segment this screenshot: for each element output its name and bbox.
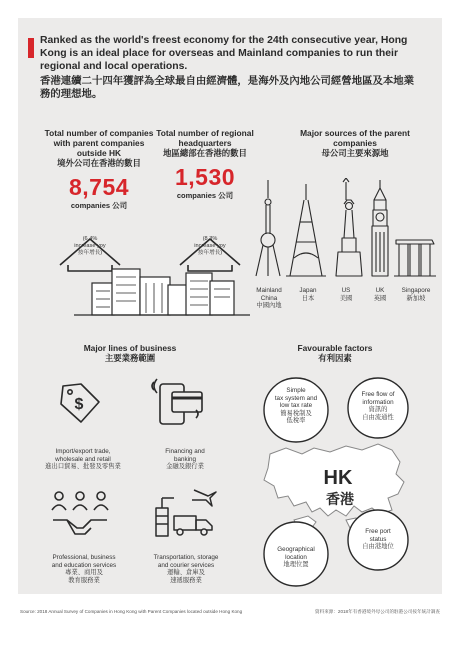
factor-line: 地理位置 [283, 561, 309, 568]
source-uk [364, 287, 396, 302]
accent-bar [28, 38, 34, 58]
intro-english: Ranked as the world's freest economy for the 24th consecutive year, Hong Kong is an ideal place for overseas and Mainland companies to run their regional and local operations. [40, 35, 408, 72]
factor-location [262, 546, 330, 569]
increase-pct: (6.4% [82, 236, 98, 242]
business-title-zh: 主要業務範圍 [104, 353, 156, 363]
stat-regional-hq [150, 128, 260, 201]
price-tag-icon [55, 380, 105, 425]
stat-increase-1 [70, 236, 110, 257]
stat-unit: companies 公司 [176, 191, 234, 200]
factor-line: low tax rate [279, 402, 313, 409]
business-label-en: and education services [51, 561, 117, 569]
marina-bay-sands-icon [394, 240, 436, 276]
business-transport [136, 554, 236, 584]
factors-title-en: Favourable factors [297, 343, 373, 353]
factor-information [345, 391, 411, 421]
stat-title-zh: 地區總部在香港的數目 [163, 148, 247, 158]
stat-number: 8,754 [68, 174, 130, 200]
mobile-payment-icon [150, 376, 210, 428]
business-label-zh: 運輸、倉庫及 [167, 569, 205, 576]
factor-line: 低稅率 [286, 417, 306, 424]
svg-text:$: $ [74, 396, 84, 413]
stat-overseas-companies [44, 128, 154, 211]
footer-source-zh: 資料來源：2018年有香港境外母公司的駐港公司按年統計調查 [314, 609, 440, 614]
oriental-pearl-tower-icon [256, 180, 280, 276]
factor-line: Geographical [277, 546, 315, 553]
stat-unit: companies 公司 [70, 201, 128, 210]
business-trade [36, 448, 130, 471]
business-label-zh: 金融及銀行業 [166, 463, 204, 470]
business-financing [140, 448, 230, 471]
increase-zh: 按年增長) [77, 250, 103, 256]
source-label-zh: 美國 [339, 294, 353, 302]
business-label-en: banking [173, 455, 197, 463]
source-label-en: UK [375, 287, 385, 294]
business-label-en: Financing and [165, 448, 205, 455]
business-title [60, 343, 200, 363]
business-professional [34, 554, 134, 584]
sources-title-en: Major sources of the parent companies [300, 128, 410, 148]
statue-of-liberty-icon [336, 178, 362, 276]
footer-source-en: Source: 2018 Annual Survey of Companies in Hong Kong with Parent Companies located outside Hong Kong [20, 609, 243, 614]
source-singapore [396, 287, 436, 302]
hk-map-label-en: HK [323, 467, 353, 489]
stat-title-en: Total number of regional headquarters [156, 128, 254, 148]
factor-line: Free port [365, 528, 391, 535]
stat-title-zh: 境外公司在香港的數目 [57, 158, 141, 168]
business-label-zh: 教育服務業 [68, 576, 100, 584]
factor-line: Simple [286, 387, 306, 394]
increase-en: increase yoy [194, 243, 226, 249]
factor-free-port [345, 528, 411, 551]
source-label-zh: 新加坡 [406, 294, 426, 302]
factor-line: 簡易稅制及 [280, 409, 312, 417]
source-label-en: Mainland China [256, 287, 282, 302]
business-title-en: Major lines of business [83, 343, 177, 353]
factor-line: 自由流通性 [362, 413, 394, 421]
intro-chinese: 香港連續二十四年獲評為全球最自由經濟體，是海外及內地公司經營地區及本地業務的理想地。 [40, 76, 415, 100]
factor-line: 自由港地位 [362, 543, 394, 550]
business-label-en: Transportation, storage [153, 554, 219, 561]
stat-number: 1,530 [174, 164, 236, 190]
increase-en: increase yoy [74, 243, 106, 249]
factor-line: status [369, 535, 387, 543]
factor-line: tax system and [274, 394, 318, 402]
hk-map-label-zh: 香港 [326, 492, 354, 508]
factors-title [270, 343, 400, 363]
sources-title-zh: 母公司主要來源地 [321, 148, 389, 158]
source-label-en: US [341, 287, 351, 294]
business-label-en: wholesale and retail [55, 455, 111, 463]
business-label-en: Import/export trade, [55, 448, 111, 455]
increase-pct: (8.3% [202, 236, 218, 242]
big-ben-icon [372, 180, 388, 276]
transport-icon [150, 486, 220, 541]
source-us [330, 287, 362, 302]
business-label-zh: 專業、商用及 [65, 569, 103, 576]
tokyo-tower-icon [286, 184, 326, 276]
source-label-zh: 英國 [373, 294, 387, 302]
stat-title-en: Total number of companies with parent companies outside HK [44, 128, 154, 158]
factor-line: location [285, 553, 307, 561]
source-japan [290, 287, 326, 302]
source-mainland-china [250, 287, 288, 310]
source-label-en: Japan [299, 287, 317, 294]
landmarks-icons [250, 178, 440, 283]
factor-line: Free flow of [361, 391, 395, 398]
business-label-en: and courier services [157, 561, 215, 569]
sources-title [290, 128, 420, 158]
increase-zh: 按年增長) [197, 250, 223, 256]
business-label-zh: 速遞服務業 [170, 576, 202, 584]
business-label-zh: 進出口貿易、批發及零售業 [45, 463, 121, 470]
factor-tax [260, 387, 332, 425]
factors-title-zh: 有利因素 [318, 353, 352, 363]
handshake-icon [45, 490, 115, 540]
business-label-en: Professional, business [52, 554, 116, 561]
source-label-zh: 中國內地 [256, 302, 282, 309]
stat-increase-2 [190, 236, 230, 257]
factor-line: information [362, 398, 394, 406]
source-label-zh: 日本 [301, 294, 315, 302]
factor-line: 資訊的 [368, 406, 388, 413]
source-label-en: Singapore [401, 287, 431, 294]
